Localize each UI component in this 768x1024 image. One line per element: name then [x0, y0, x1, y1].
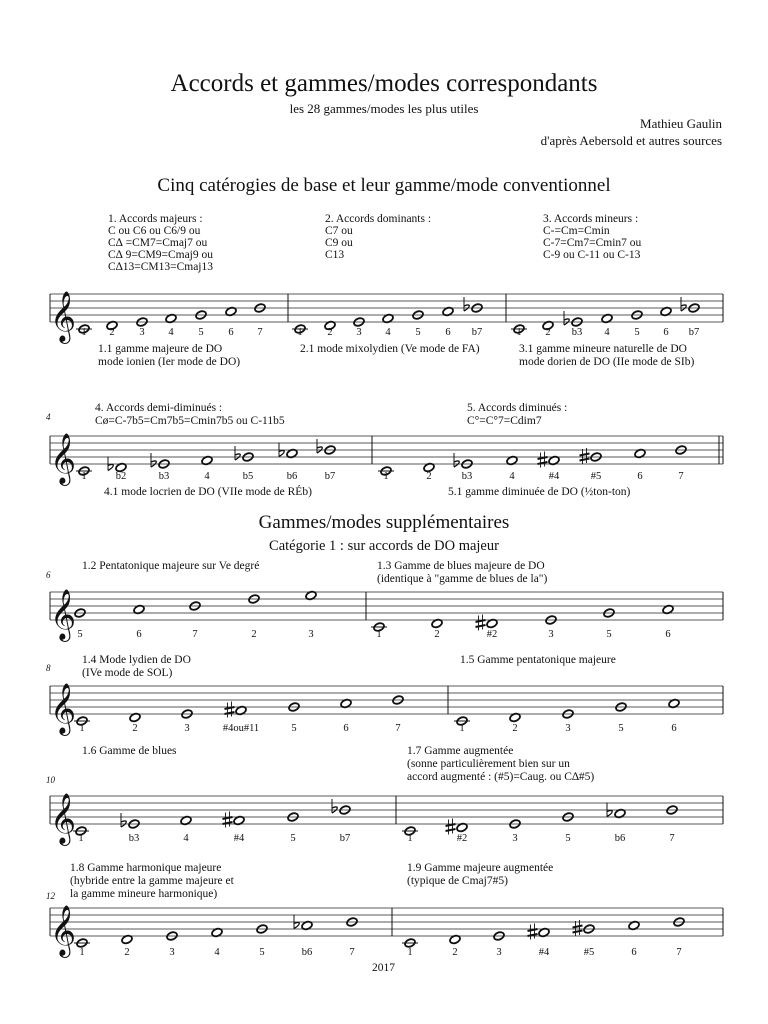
scale-caption-line: 5.1 gamme diminuée de DO (½ton-ton) [448, 486, 631, 498]
year-label: 2017 [372, 962, 395, 974]
chord-label-line: 1.5 Gamme pentatonique majeure [460, 654, 616, 666]
scale-degree-label: #4 [538, 947, 550, 958]
page-subtitle: les 28 gammes/modes les plus utiles [289, 101, 479, 116]
scale-degree-label: 3 [139, 327, 145, 338]
author-name: Mathieu Gaulin [640, 116, 722, 131]
scale-degree-label: 7 [395, 723, 401, 734]
scale-degree-label: 5 [634, 327, 640, 338]
chord-label-line: 5. Accords diminués : [467, 402, 568, 414]
scale-degree-label: 2 [452, 947, 458, 958]
sharp-icon [538, 452, 548, 468]
scale-degree-label: 3 [169, 947, 175, 958]
scale-caption-line: mode ionien (Ier mode de DO) [98, 356, 241, 368]
chord-label-line: la gamme mineure harmonique) [70, 888, 218, 900]
scale-degree-label: 6 [631, 947, 637, 958]
scale-degree-label: b2 [115, 471, 127, 482]
scale-degree-label: #4 [548, 471, 560, 482]
chord-label-line: C ou C6 ou C6/9 ou [108, 225, 201, 237]
flat-icon [121, 813, 126, 827]
measure-number: 4 [46, 412, 51, 422]
flat-icon [332, 799, 337, 813]
sharp-icon [528, 924, 538, 940]
scale-degree-label: 5 [565, 833, 571, 844]
chord-label-line: 1.8 Gamme harmonique majeure [70, 862, 222, 874]
scale-degree-label: #2 [486, 629, 498, 640]
flat-icon [607, 803, 612, 817]
scale-degree-label: 2 [426, 471, 432, 482]
scale-degree-label: #4ou#11 [222, 723, 260, 734]
scale-degree-label: 6 [671, 723, 677, 734]
chord-label-line: (identique à "gamme de blues de la") [377, 573, 548, 585]
scale-degree-label: b6 [614, 833, 626, 844]
svg-text:𝄞: 𝄞 [50, 589, 77, 640]
scale-degree-label: b3 [571, 327, 583, 338]
sharp-icon [223, 812, 233, 828]
svg-text:𝄞: 𝄞 [50, 793, 77, 844]
scale-degree-label: 1 [383, 471, 389, 482]
scale-degree-label: 5 [415, 327, 421, 338]
svg-text:𝄞: 𝄞 [50, 433, 77, 484]
source-note: d'après Aebersold et autres sources [540, 133, 722, 148]
scale-degree-label: b7 [688, 327, 700, 338]
scale-degree-label: 1 [81, 327, 87, 338]
scale-degree-label: 7 [349, 947, 355, 958]
flat-icon [294, 915, 299, 929]
scale-degree-label: 7 [257, 327, 263, 338]
chord-label-line: C-=Cm=Cmin [543, 225, 610, 237]
scale-degree-label: 1 [79, 723, 85, 734]
flat-icon [235, 446, 240, 460]
flat-icon [681, 297, 686, 311]
scale-degree-label: 1 [407, 947, 413, 958]
scale-degree-label: b3 [128, 833, 140, 844]
staff-lines [50, 294, 723, 322]
chord-label-line: (sonne particulièrement bien sur un [407, 758, 570, 770]
staff-lines [50, 592, 723, 620]
chord-label-line: C13 [325, 249, 345, 261]
scale-degree-label: 5 [291, 723, 297, 734]
chord-label-line: accord augmenté : (#5)=Caug. ou C∆#5) [407, 771, 595, 783]
flat-icon [151, 453, 156, 467]
chord-label-line: 1.4 Mode lydien de DO [82, 654, 191, 666]
chord-label-line: Cø=C-7b5=Cm7b5=Cmin7b5 ou C-11b5 [95, 415, 285, 427]
chord-label-line: C∆ =CM7=Cmaj7 ou [108, 237, 208, 249]
scale-degree-label: 5 [198, 327, 204, 338]
scale-degree-label: 5 [77, 629, 83, 640]
chord-label-line: 1.9 Gamme majeure augmentée [407, 862, 554, 874]
chord-label-line: 1.7 Gamme augmentée [407, 745, 514, 757]
scale-caption-line: 2.1 mode mixolydien (Ve mode de FA) [300, 343, 480, 355]
scale-degree-label: 5 [606, 629, 612, 640]
scale-caption-line: mode dorien de DO (IIe mode de SIb) [519, 356, 695, 368]
scale-degree-label: 1 [516, 327, 522, 338]
scale-degree-label: 7 [678, 471, 684, 482]
scale-degree-label: #2 [456, 833, 468, 844]
chord-label-line: C9 ou [325, 237, 353, 249]
scale-degree-label: 1 [81, 471, 87, 482]
scale-degree-label: 6 [637, 471, 643, 482]
scale-degree-label: 6 [228, 327, 234, 338]
chord-label-line: 2. Accords dominants : [325, 213, 432, 225]
page-title: Accords et gammes/modes correspondants [170, 70, 598, 97]
svg-text:𝄞: 𝄞 [50, 683, 77, 734]
scale-degree-label: 5 [290, 833, 296, 844]
scale-degree-label: b6 [301, 947, 313, 958]
scale-degree-label: 4 [509, 471, 515, 482]
scale-caption-line: 4.1 mode locrien de DO (VIIe mode de RÉb) [104, 486, 312, 498]
scale-caption-line: 1.1 gamme majeure de DO [98, 343, 223, 355]
scale-degree-label: b3 [461, 471, 473, 482]
chord-label-line: C-7=Cm7=Cmin7 ou [543, 237, 642, 249]
scale-degree-label: 1 [297, 327, 303, 338]
scale-degree-label: 2 [132, 723, 138, 734]
scale-degree-label: 6 [663, 327, 669, 338]
scale-degree-label: #5 [583, 947, 595, 958]
flat-icon [317, 439, 322, 453]
flat-icon [108, 457, 113, 471]
chord-label-line: C°=C°7=Cdim7 [467, 415, 542, 427]
scale-degree-label: #5 [590, 471, 602, 482]
scale-degree-label: 3 [512, 833, 518, 844]
scale-degree-label: 4 [385, 327, 391, 338]
chord-label-line: (hybride entre la gamme majeure et [70, 875, 234, 887]
chord-label-line: C∆13=CM13=Cmaj13 [108, 261, 213, 273]
scale-degree-label: 6 [445, 327, 451, 338]
scale-degree-label: 1 [459, 723, 465, 734]
scale-degree-label: 2 [251, 629, 257, 640]
scale-degree-label: 4 [604, 327, 610, 338]
category-1-heading: Catégorie 1 : sur accords de DO majeur [269, 538, 499, 554]
scale-degree-label: 6 [665, 629, 671, 640]
scale-degree-label: b7 [324, 471, 336, 482]
measure-number: 12 [46, 891, 55, 901]
scale-degree-label: 4 [214, 947, 220, 958]
scale-degree-label: b7 [339, 833, 351, 844]
chord-label-line: 1. Accords majeurs : [108, 213, 203, 225]
scale-degree-label: #4 [233, 833, 245, 844]
scale-degree-label: 6 [343, 723, 349, 734]
measure-number: 10 [46, 775, 55, 785]
scale-degree-label: 5 [618, 723, 624, 734]
scale-degree-label: 1 [78, 833, 84, 844]
scale-degree-label: 5 [259, 947, 265, 958]
sharp-icon [573, 920, 583, 936]
scale-degree-label: 3 [184, 723, 190, 734]
chord-label-line: C∆ 9=CM9=Cmaj9 ou [108, 249, 213, 261]
scale-degree-label: b3 [158, 471, 170, 482]
scale-degree-label: 2 [434, 629, 440, 640]
flat-icon [454, 453, 459, 467]
scale-degree-label: 3 [496, 947, 502, 958]
scale-degree-label: b6 [286, 471, 298, 482]
svg-text:𝄞: 𝄞 [50, 291, 77, 342]
scale-degree-label: 7 [676, 947, 682, 958]
scale-degree-label: 2 [124, 947, 130, 958]
scale-degree-label: 7 [192, 629, 198, 640]
scale-degree-label: 2 [545, 327, 551, 338]
scale-degree-label: 4 [204, 471, 210, 482]
scale-degree-label: 6 [136, 629, 142, 640]
chord-label-line: (IVe mode de SOL) [82, 667, 173, 679]
scale-degree-label: 4 [183, 833, 189, 844]
svg-text:𝄞: 𝄞 [50, 905, 77, 956]
scale-caption-line: 3.1 gamme mineure naturelle de DO [519, 343, 687, 355]
flat-icon [564, 311, 569, 325]
scale-degree-label: 1 [407, 833, 413, 844]
scale-degree-label: 1 [79, 947, 85, 958]
chord-label-line: 1.2 Pentatonique majeure sur Ve degré [82, 560, 260, 572]
chord-label-line: 1.6 Gamme de blues [82, 745, 177, 757]
scale-degree-label: 2 [109, 327, 115, 338]
scale-degree-label: 3 [308, 629, 314, 640]
scale-degree-label: 2 [512, 723, 518, 734]
scale-degree-label: 7 [669, 833, 675, 844]
scale-degree-label: 2 [327, 327, 333, 338]
scale-degree-label: 3 [356, 327, 362, 338]
section-2-heading: Gammes/modes supplémentaires [258, 512, 510, 533]
scale-degree-label: 3 [565, 723, 571, 734]
scale-degree-label: 3 [548, 629, 554, 640]
chord-label-line: 4. Accords demi-diminués : [95, 402, 223, 414]
chord-label-line: C-9 ou C-11 ou C-13 [543, 249, 641, 261]
measure-number: 8 [46, 663, 51, 673]
chord-label-line: 1.3 Gamme de blues majeure de DO [377, 560, 545, 572]
chord-label-line: C7 ou [325, 225, 353, 237]
scale-degree-label: b7 [471, 327, 483, 338]
scale-degree-label: b5 [242, 471, 254, 482]
scale-degree-label: 4 [168, 327, 174, 338]
section-1-heading: Cinq catérogies de base et leur gamme/mode conventionnel [157, 175, 611, 196]
flat-icon [464, 297, 469, 311]
scale-degree-label: 1 [376, 629, 382, 640]
sharp-icon [225, 702, 235, 718]
chord-label-line: 3. Accords mineurs : [543, 213, 639, 225]
chord-label-line: (typique de Cmaj7#5) [407, 875, 508, 887]
flat-icon [279, 443, 284, 457]
measure-number: 6 [46, 570, 51, 580]
staff-lines [50, 908, 723, 936]
